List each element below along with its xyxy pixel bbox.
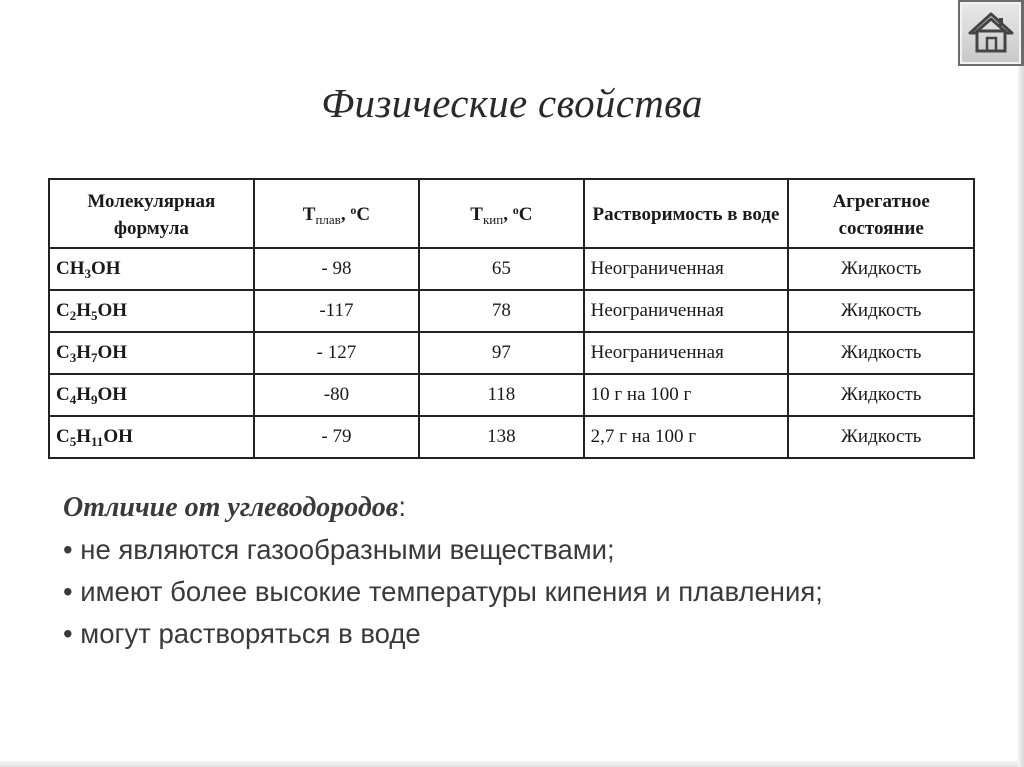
cell-boiling-point: 118: [419, 374, 583, 416]
bullet-icon: •: [63, 618, 73, 649]
cell-melting-point: - 79: [254, 416, 419, 458]
slide-title: Физические свойства: [321, 80, 703, 126]
home-icon: [968, 11, 1014, 55]
slide-edge-bottom: [0, 761, 1018, 767]
table-row: [49, 290, 974, 332]
cell-boiling-point: 138: [419, 416, 583, 458]
cell-formula: $C_5H_{11}OH$: [49, 416, 254, 458]
cell-solubility: 10 г на 100 г: [584, 374, 789, 416]
cell-solubility: Неограниченная: [584, 248, 789, 290]
cell-formula: $C_4H_9OH$: [49, 374, 254, 416]
cell-state: Жидкость: [788, 248, 974, 290]
notes-heading: Отличие от углеводородов: [63, 492, 399, 523]
notes-list: [63, 529, 823, 655]
cell-state: Жидкость: [788, 416, 974, 458]
cell-solubility: Неограниченная: [584, 290, 789, 332]
cell-formula: $C_3H_7OH$: [49, 332, 254, 374]
notes-item: [63, 529, 823, 571]
cell-state: Жидкость: [788, 374, 974, 416]
bullet-icon: •: [63, 576, 73, 607]
cell-solubility: Неограниченная: [584, 332, 789, 374]
cell-melting-point: -117: [254, 290, 419, 332]
notes-heading-line: [63, 486, 823, 529]
cell-formula: $C_2H_5OH$: [49, 290, 254, 332]
cell-melting-point: -80: [254, 374, 419, 416]
table-row: [49, 416, 974, 458]
cell-boiling-point: 65: [419, 248, 583, 290]
bullet-icon: •: [63, 534, 73, 565]
table-row: [49, 374, 974, 416]
differences-notes: [63, 486, 823, 655]
cell-melting-point: - 98: [254, 248, 419, 290]
properties-table: [48, 178, 975, 459]
cell-solubility: 2,7 г на 100 г: [584, 416, 789, 458]
header-state: Агрегатное состояние: [788, 179, 974, 248]
cell-state: Жидкость: [788, 332, 974, 374]
notes-item: [63, 613, 823, 655]
table-row: [49, 248, 974, 290]
header-melting-point: $Т_{плав}$, $^о$С: [254, 179, 419, 248]
table-row: [49, 332, 974, 374]
header-boiling-point: $Т_{кип}$, $^о$С: [419, 179, 583, 248]
header-formula: Молекулярная формула: [49, 179, 254, 248]
notes-heading-colon: :: [398, 491, 406, 522]
notes-item-text: не являются газообразными веществами;: [80, 534, 615, 565]
cell-boiling-point: 97: [419, 332, 583, 374]
notes-item-text: имеют более высокие температуры кипения и плавления;: [80, 576, 823, 607]
notes-item-text: могут растворяться в воде: [80, 618, 421, 649]
notes-item: [63, 571, 823, 613]
cell-state: Жидкость: [788, 290, 974, 332]
cell-boiling-point: 78: [419, 290, 583, 332]
cell-formula: $CH_3OH$: [49, 248, 254, 290]
table-body: [49, 248, 974, 458]
home-button[interactable]: [958, 0, 1024, 66]
table-header-row: [49, 179, 974, 248]
cell-melting-point: - 127: [254, 332, 419, 374]
header-solubility: Растворимость в воде: [584, 179, 789, 248]
